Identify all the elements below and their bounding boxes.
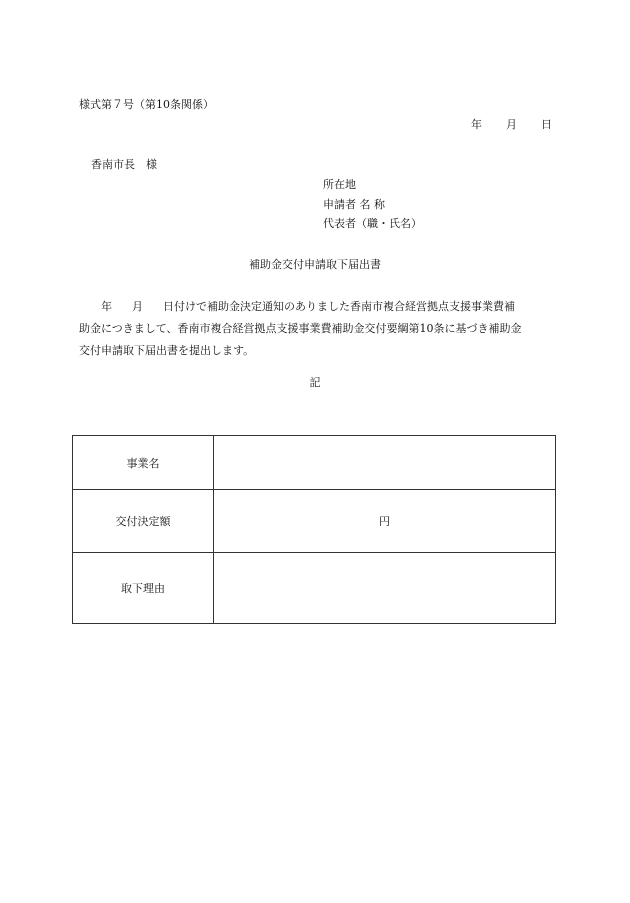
- project-name-field: [214, 436, 556, 490]
- grant-amount-field: 円: [214, 490, 556, 553]
- date-month-label: 月: [506, 118, 517, 131]
- date-line: [471, 118, 552, 132]
- body-line-3: 交付申請取下届出書を提出します。: [79, 344, 255, 357]
- applicant-representative-label: 代表者（職・氏名）: [323, 217, 422, 230]
- table-row-grant-amount: [73, 490, 556, 553]
- body-line-1: [79, 296, 559, 318]
- date-year-label: 年: [471, 118, 482, 131]
- withdrawal-reason-label: 取下理由: [73, 553, 214, 624]
- grant-amount-label: 交付決定額: [73, 490, 214, 553]
- addressee: 香南市長 様: [91, 158, 157, 171]
- project-name-label: 事業名: [73, 436, 214, 490]
- table-row-project-name: [73, 436, 556, 490]
- ki-label: 記: [309, 376, 321, 389]
- body-line-2: 助金につきまして、香南市複合経営拠点支援事業費補助金交付要綱第10条に基づき補助金: [79, 322, 522, 335]
- applicant-name-label: 申請者 名 称: [323, 198, 385, 211]
- body-line-1-text: 日付けで補助金決定通知のありました香南市複合経営拠点支援事業費補: [163, 300, 515, 313]
- withdrawal-reason-field: [214, 553, 556, 624]
- body-year-label: 年: [101, 300, 112, 313]
- document-title: 補助金交付申請取下届出書: [249, 258, 381, 271]
- detail-table: [72, 435, 556, 624]
- body-text: [79, 296, 559, 362]
- body-month-label: 月: [132, 300, 143, 313]
- applicant-address-label: 所在地: [323, 178, 356, 191]
- date-day-label: 日: [541, 118, 552, 131]
- table-row-withdrawal-reason: [73, 553, 556, 624]
- form-number: 様式第７号（第10条関係）: [79, 98, 214, 111]
